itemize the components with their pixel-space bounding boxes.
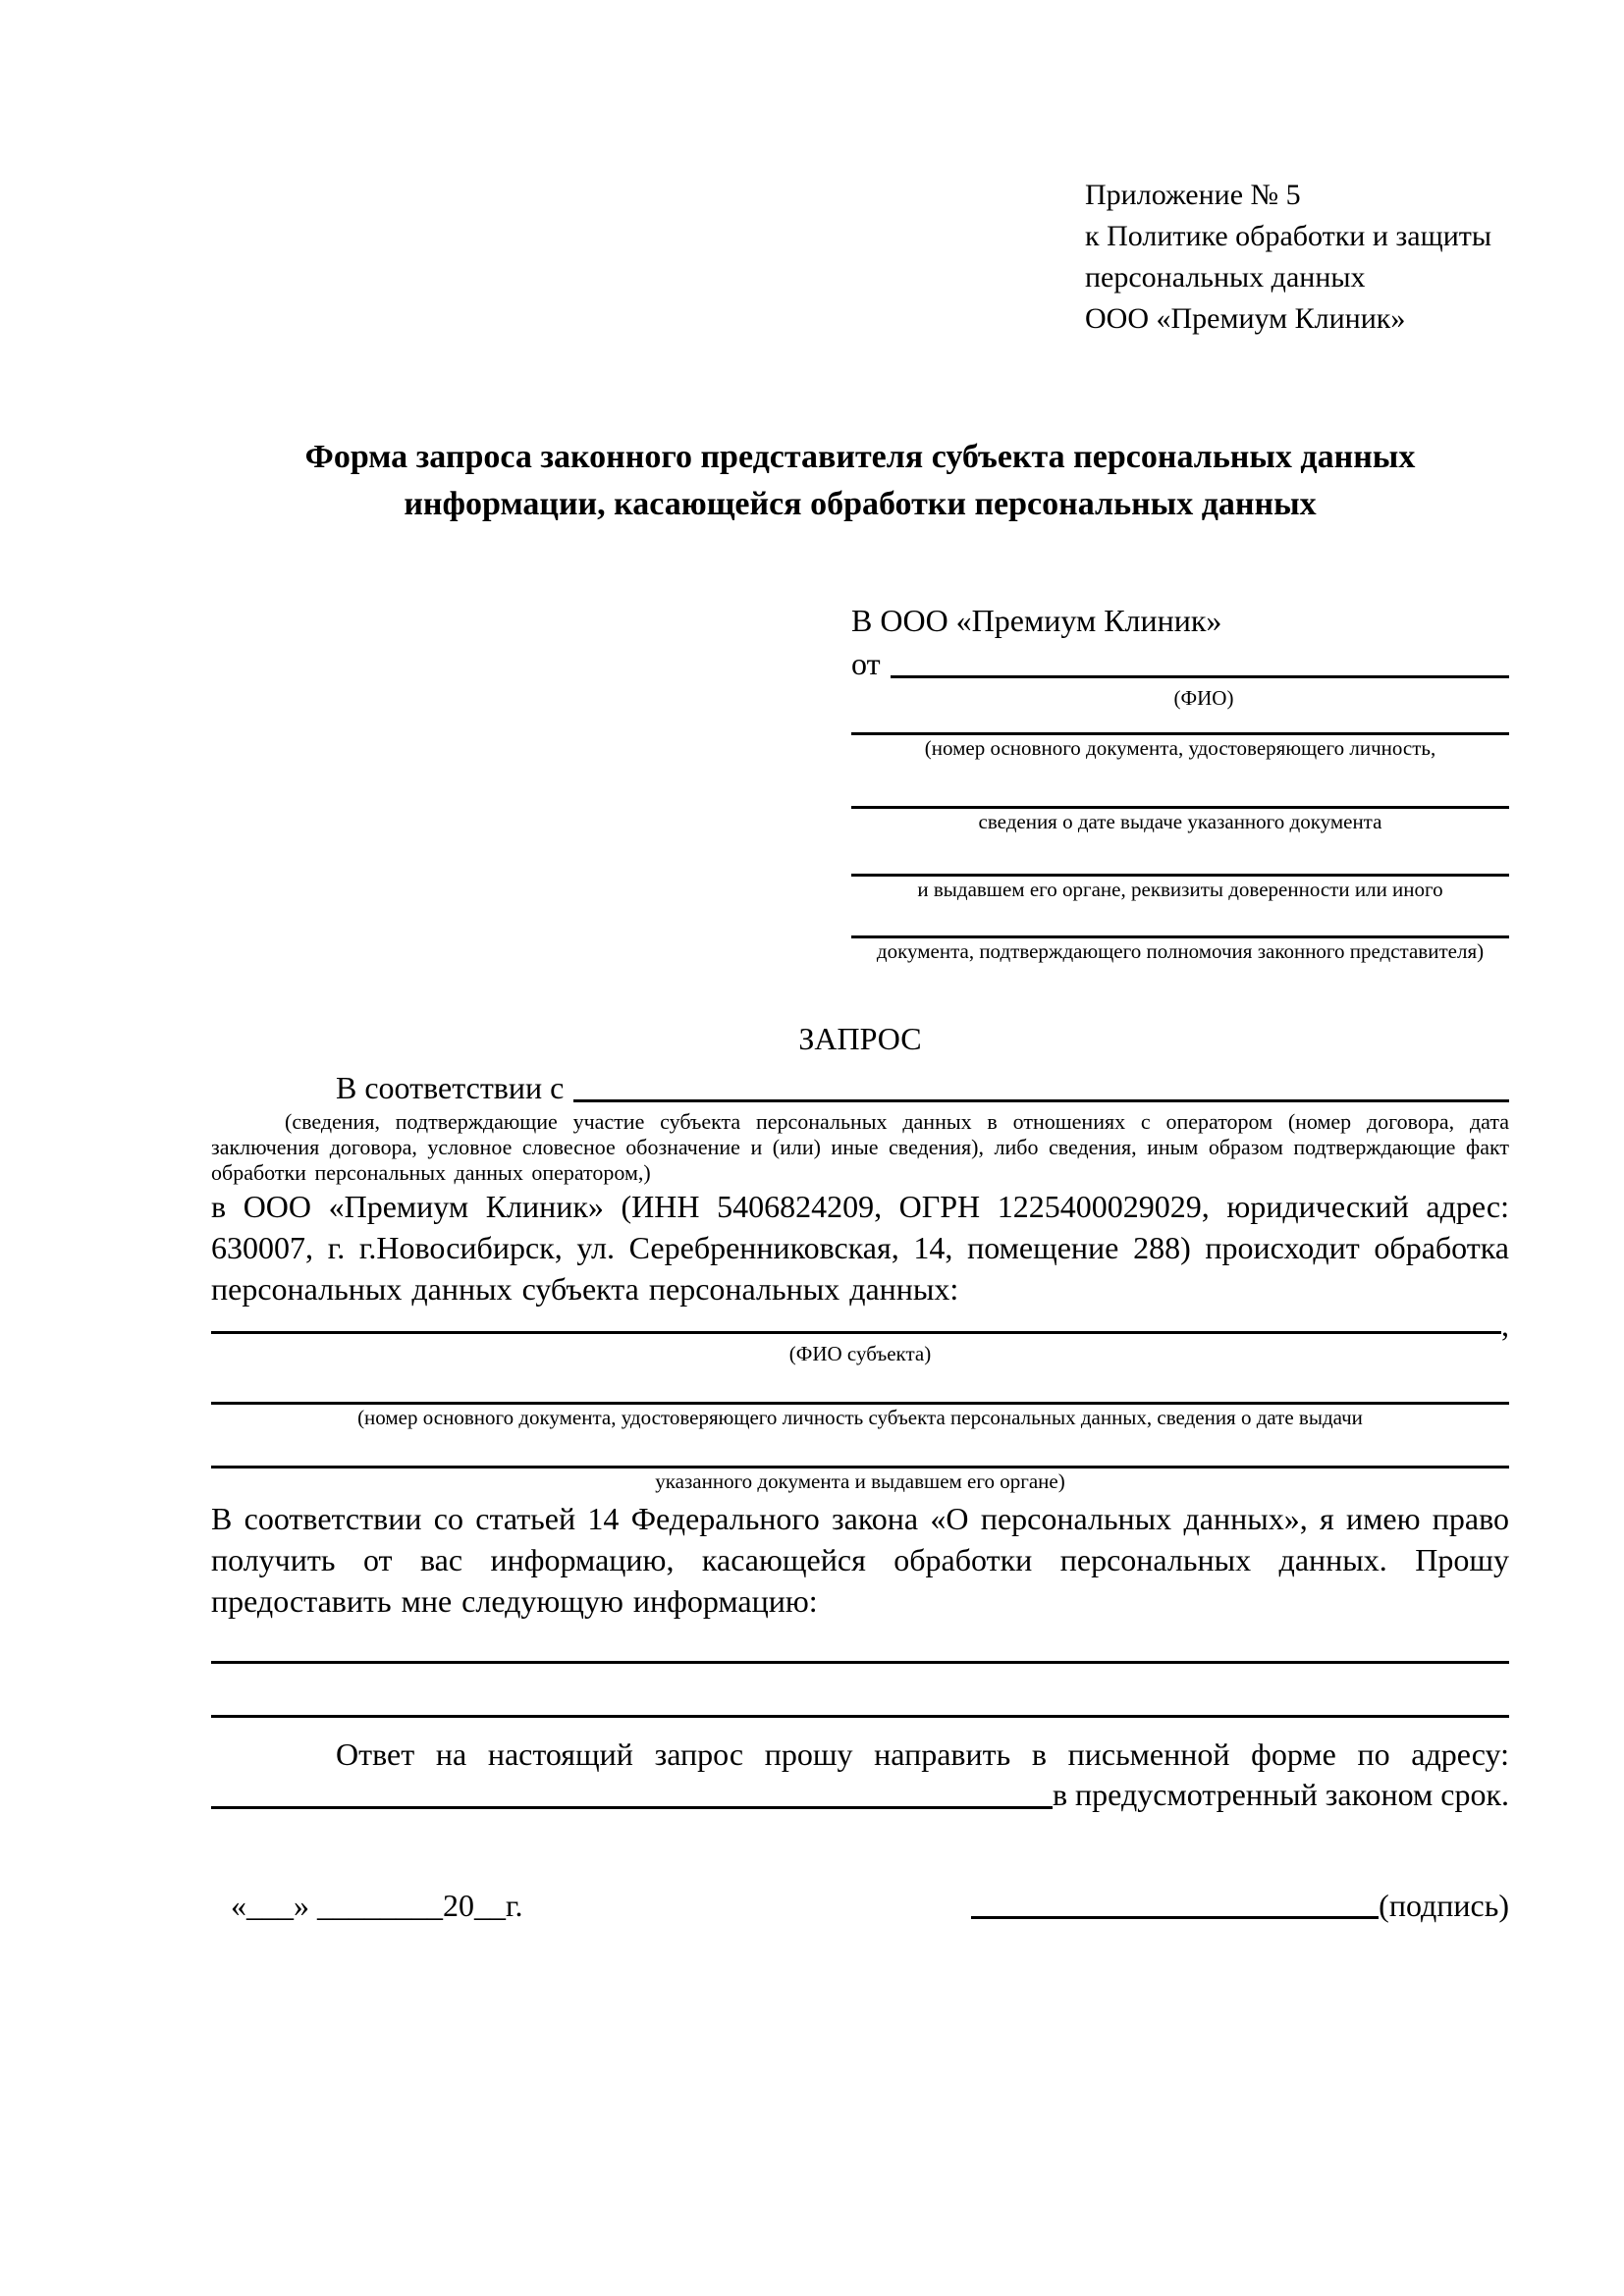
reply-tail: в предусмотренный законом срок. [1052,1777,1509,1812]
addressee-block [851,599,1509,964]
underline-caption: документа, подтверждающего полномочия законного представителя) [876,939,1485,963]
underline-caption: сведения о дате выдаче указанного документа [978,810,1382,833]
appendix-line: ООО «Премиум Клиник» [1085,302,1406,335]
blank-underline [211,1622,1509,1664]
reply-paragraph: Ответ на настоящий запрос прошу направить в письменной форме по адресу: [336,1736,1509,1772]
appendix-line: к Политике обработки и защиты [1085,220,1492,252]
appendix-line: персональных данных [1085,261,1366,294]
blank-underline [211,1664,1509,1718]
accordance-row [211,1066,1509,1109]
appendix-line: Приложение № 5 [1085,179,1301,211]
blank-underline [851,711,1509,735]
signature-blank-underline [971,1916,1379,1919]
from-label: от [851,646,881,681]
from-blank-underline [891,675,1509,678]
accordance-lead: В соответствии с [336,1070,565,1105]
reply-address-blank-underline [211,1806,1053,1809]
from-row [851,642,1509,685]
appendix-note [1085,175,1509,340]
law-paragraph: В соответствии со статьей 14 Федерального закона «О персональных данных», я имею право получить от вас информацию, касающейся обработки персональных данных. Прошу предоставить мне следующую информацию: [211,1501,1509,1619]
underline-caption: (номер основного документа, удостоверяющего личность, [924,736,1436,760]
page-title-line-1: Форма запроса законного представителя субъекта персональных данных [304,439,1416,475]
request-heading: ЗАПРОС [798,1021,922,1056]
blank-underline [211,1430,1509,1468]
page-title [211,434,1509,528]
subject-doc-caption: (номер основного документа, удостоверяющего личность субъекта персональных данных, сведения о дате выдачи [357,1406,1363,1429]
blank-underline [211,1366,1509,1405]
accordance-blank-underline [573,1099,1509,1102]
signature-block [971,1885,1509,1926]
blank-underline [851,902,1509,938]
subject-doc-caption: указанного документа и выдавшем его органе) [655,1469,1065,1493]
addressee-organization: В ООО «Премиум Клиник» [851,603,1222,638]
page-title-line-2: информации, касающейся обработки персональных данных [404,486,1317,522]
subject-fio-blank-underline [211,1331,1501,1334]
underline-caption: и выдавшем его органе, реквизиты доверенности или иного [917,878,1443,901]
signature-caption: (подпись) [1379,1888,1509,1923]
accordance-caption: (сведения, подтверждающие участие субъекта персональных данных в отношениях с оператором (номер договора, дата заключения договора, условное словесное обозначение и (или) иные сведения), либо сведения, иным образом подтверждающие факт обработки персональных данных оператором,) [211,1109,1509,1185]
blank-underline [851,761,1509,809]
reply-address-row [211,1775,1509,1814]
blank-underline [851,834,1509,877]
subject-fio-row [211,1309,1509,1341]
subject-fio-comma: , [1501,1308,1509,1343]
operator-paragraph: в ООО «Премиум Клиник» (ИНН 5406824209, ОГРН 1225400029029, юридический адрес: 630007, г. г.Новосибирск, ул. Серебренниковская, 14, помещение 288) происходит обработка персональных данных субъекта персональных данных: [211,1189,1509,1307]
fio-caption: (ФИО) [1173,686,1234,710]
subject-fio-caption: (ФИО субъекта) [788,1342,932,1365]
date-signature-row [211,1885,1509,1926]
date-line: «___» ________20__г. [231,1888,523,1923]
